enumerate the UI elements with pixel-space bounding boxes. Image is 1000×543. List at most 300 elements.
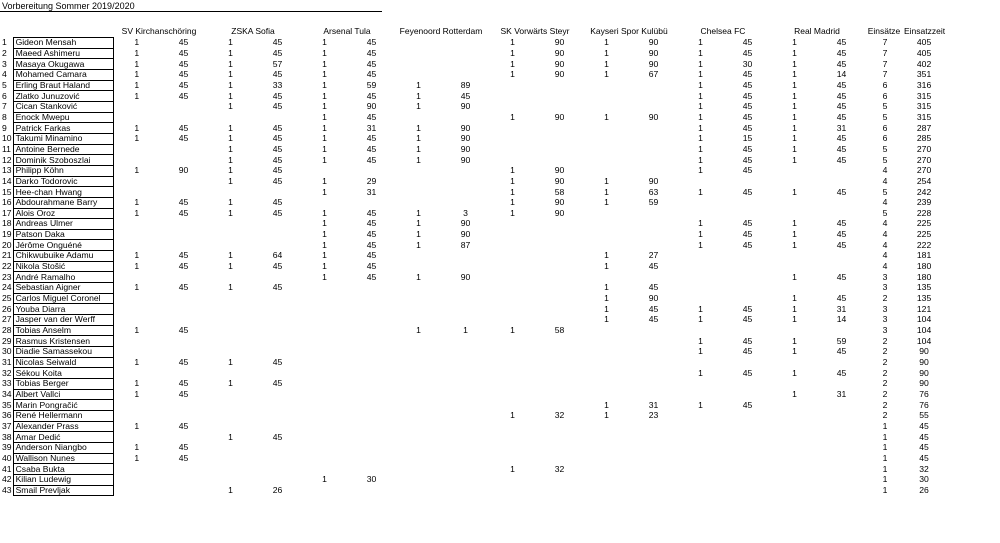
match-minutes-cell (724, 432, 771, 443)
match-minutes-cell (254, 293, 301, 304)
table-row (0, 133, 943, 144)
match-count-cell (583, 165, 630, 176)
table-row (0, 347, 943, 358)
match-minutes-cell (630, 272, 677, 283)
match-minutes-cell (536, 421, 583, 432)
row-number: 2 (2, 48, 7, 58)
match-minutes-cell: 45 (272, 133, 283, 144)
row-number: 43 (2, 485, 12, 495)
match-count-cell: 1 (228, 90, 233, 101)
match-count-cell (489, 144, 536, 155)
appearances-cell: 4 (882, 229, 888, 240)
match-minutes-cell (818, 464, 865, 475)
match-count-cell: 1 (698, 101, 703, 112)
row-number: 33 (2, 378, 12, 389)
match-minutes-cell (348, 347, 395, 358)
match-minutes-cell: 45 (648, 303, 659, 314)
match-minutes-cell (442, 197, 489, 208)
match-minutes-cell (630, 91, 677, 102)
match-minutes-cell: 45 (366, 208, 377, 218)
match-minutes-cell: 90 (460, 154, 471, 165)
player-name: Rasmus Kristensen (13, 336, 113, 347)
match-count-cell (395, 485, 442, 496)
minutes-cell: 180 (916, 261, 932, 272)
match-count-cell (677, 325, 724, 336)
match-count-cell (301, 347, 348, 358)
match-count-cell (489, 379, 536, 390)
match-count-cell (583, 91, 630, 102)
match-count-cell (301, 336, 348, 347)
match-count-cell (583, 325, 630, 336)
match-count-cell: 1 (792, 293, 797, 304)
match-minutes-cell: 90 (460, 133, 471, 144)
match-minutes-cell (160, 176, 207, 187)
table-row (0, 69, 943, 80)
match-minutes-cell: 23 (648, 410, 659, 421)
match-count-cell (583, 336, 630, 347)
match-count-cell: 1 (416, 133, 421, 144)
match-minutes-cell: 45 (366, 218, 377, 229)
row-number: 41 (2, 463, 12, 474)
match-count-cell (583, 368, 630, 379)
match-minutes-cell (536, 101, 583, 112)
match-minutes-cell: 45 (742, 186, 753, 197)
table-row (0, 442, 943, 453)
match-count-cell: 1 (134, 421, 140, 431)
match-count-cell: 1 (416, 218, 421, 229)
appearances-cell: 7 (882, 58, 888, 69)
match-count-cell: 1 (322, 69, 327, 80)
match-minutes-cell: 59 (836, 335, 847, 346)
match-count-cell: 1 (792, 48, 797, 58)
minutes-cell: 254 (916, 176, 932, 186)
match-count-cell (113, 293, 160, 304)
match-minutes-cell: 45 (272, 197, 283, 208)
match-count-cell (771, 208, 818, 219)
match-minutes-cell (724, 208, 771, 219)
match-minutes-cell (630, 336, 677, 347)
match-minutes-cell: 45 (836, 229, 847, 240)
minutes-cell: 405 (916, 48, 932, 58)
appearances-cell: 2 (882, 399, 888, 410)
match-minutes-cell (442, 176, 489, 187)
match-minutes-cell: 15 (742, 133, 753, 144)
match-count-cell (489, 400, 536, 411)
match-count-cell: 1 (698, 303, 703, 314)
row-number: 38 (2, 431, 12, 442)
table-row (0, 251, 943, 262)
row-number: 31 (2, 357, 12, 368)
match-minutes-cell: 45 (366, 261, 377, 272)
match-count-cell (677, 357, 724, 368)
match-count-cell: 1 (134, 58, 140, 69)
match-minutes-cell (442, 485, 489, 496)
match-count-cell (113, 144, 160, 155)
match-count-cell (489, 347, 536, 358)
match-minutes-cell: 45 (366, 48, 377, 58)
match-minutes-cell (160, 336, 207, 347)
match-minutes-cell (160, 155, 207, 166)
match-count-cell: 1 (792, 112, 797, 122)
match-minutes-cell (442, 38, 489, 49)
match-minutes-cell: 26 (272, 485, 283, 495)
match-minutes-cell: 89 (460, 80, 471, 90)
match-minutes-cell (536, 347, 583, 358)
match-count-cell (771, 357, 818, 368)
header-opponent-5: SK Vorwärts Steyr (500, 26, 570, 36)
appearances-cell: 4 (882, 165, 888, 176)
match-count-cell (489, 304, 536, 315)
match-count-cell: 1 (228, 48, 233, 58)
match-minutes-cell (724, 261, 771, 272)
match-count-cell (113, 368, 160, 379)
row-number: 10 (2, 133, 12, 144)
match-count-cell (583, 347, 630, 358)
table-row (0, 272, 943, 283)
header-opponent-3: Arsenal Tula (323, 26, 371, 36)
match-minutes-cell: 90 (460, 144, 471, 154)
appearances-cell: 3 (882, 325, 888, 336)
match-count-cell: 1 (134, 453, 140, 463)
row-number: 36 (2, 410, 12, 421)
match-minutes-cell (254, 219, 301, 230)
minutes-cell: 315 (916, 112, 932, 122)
match-count-cell: 1 (228, 261, 233, 272)
match-minutes-cell: 45 (648, 282, 659, 293)
match-minutes-cell: 45 (178, 58, 189, 69)
minutes-cell: 315 (916, 90, 932, 101)
match-minutes-cell (536, 272, 583, 283)
match-minutes-cell (724, 325, 771, 336)
minutes-cell: 351 (916, 69, 932, 80)
match-count-cell (301, 283, 348, 294)
match-count-cell: 1 (416, 239, 421, 250)
match-count-cell (489, 272, 536, 283)
match-count-cell (583, 229, 630, 240)
match-minutes-cell (254, 421, 301, 432)
match-minutes-cell (254, 315, 301, 326)
match-count-cell (489, 123, 536, 134)
match-minutes-cell: 45 (836, 218, 847, 229)
match-minutes-cell: 45 (178, 122, 189, 133)
match-minutes-cell (254, 240, 301, 251)
minutes-cell: 181 (916, 250, 932, 261)
match-minutes-cell: 58 (554, 186, 565, 197)
row-number: 34 (2, 389, 12, 399)
match-count-cell: 1 (698, 80, 703, 90)
match-minutes-cell (536, 283, 583, 294)
minutes-cell: 316 (916, 80, 932, 90)
row-number: 21 (2, 250, 12, 261)
match-count-cell: 1 (792, 90, 797, 101)
match-minutes-cell (442, 251, 489, 262)
row-number: 25 (2, 293, 12, 304)
match-minutes-cell (442, 453, 489, 464)
match-minutes-cell (630, 123, 677, 134)
minutes-cell: 315 (916, 101, 932, 112)
match-minutes-cell: 90 (554, 112, 565, 122)
match-minutes-cell (724, 442, 771, 453)
match-count-cell (113, 229, 160, 240)
match-minutes-cell: 90 (648, 58, 659, 69)
table-row (0, 283, 943, 294)
match-count-cell (301, 485, 348, 496)
table-row (0, 123, 943, 134)
match-minutes-cell (254, 410, 301, 421)
match-count-cell: 1 (510, 410, 515, 421)
match-minutes-cell (254, 442, 301, 453)
match-count-cell: 1 (134, 261, 140, 272)
match-count-cell: 1 (134, 325, 140, 336)
row-number: 15 (2, 186, 12, 197)
row-number: 1 (2, 37, 7, 48)
match-minutes-cell: 45 (836, 133, 847, 144)
match-count-cell: 1 (228, 69, 233, 80)
match-minutes-cell: 45 (742, 154, 753, 165)
appearances-cell: 1 (882, 474, 888, 485)
match-count-cell (113, 272, 160, 283)
match-count-cell (489, 133, 536, 144)
match-minutes-cell (160, 229, 207, 240)
match-minutes-cell (254, 347, 301, 358)
player-name: Tobias Anselm (13, 325, 113, 336)
match-count-cell (301, 442, 348, 453)
match-count-cell (395, 38, 442, 49)
match-count-cell: 1 (792, 335, 797, 346)
match-count-cell: 1 (604, 293, 609, 304)
match-minutes-cell: 45 (272, 144, 283, 154)
table-row (0, 474, 943, 485)
match-minutes-cell: 45 (836, 186, 847, 197)
match-count-cell (489, 155, 536, 166)
match-count-cell (207, 421, 254, 432)
match-count-cell (207, 400, 254, 411)
match-minutes-cell: 31 (836, 389, 847, 399)
match-minutes-cell (160, 187, 207, 198)
match-minutes-cell (536, 123, 583, 134)
match-count-cell (301, 315, 348, 326)
match-count-cell (395, 197, 442, 208)
match-minutes-cell (348, 368, 395, 379)
match-count-cell (583, 133, 630, 144)
match-count-cell: 1 (698, 186, 703, 197)
match-minutes-cell: 45 (366, 90, 377, 101)
match-count-cell: 1 (322, 218, 327, 229)
table-row (0, 410, 943, 421)
player-name: Maeed Ashimeru (13, 48, 113, 59)
match-count-cell (207, 315, 254, 326)
match-minutes-cell (630, 165, 677, 176)
match-minutes-cell (630, 464, 677, 475)
match-minutes-cell (160, 144, 207, 155)
match-count-cell: 1 (792, 218, 797, 229)
match-minutes-cell (630, 325, 677, 336)
match-count-cell: 1 (604, 282, 609, 293)
match-count-cell (301, 453, 348, 464)
appearances-cell: 1 (882, 421, 888, 431)
match-minutes-cell: 45 (272, 154, 283, 165)
match-minutes-cell (536, 304, 583, 315)
match-minutes-cell: 45 (366, 112, 377, 122)
match-count-cell: 1 (228, 176, 233, 186)
match-count-cell: 1 (228, 58, 233, 69)
match-count-cell (207, 336, 254, 347)
match-count-cell (489, 91, 536, 102)
match-minutes-cell (160, 400, 207, 411)
match-minutes-cell (254, 474, 301, 485)
match-minutes-cell (536, 144, 583, 155)
player-name: Alexander Prass (13, 421, 113, 432)
match-count-cell (771, 474, 818, 485)
match-minutes-cell (818, 325, 865, 336)
appearances-cell: 2 (882, 410, 888, 421)
match-minutes-cell (818, 251, 865, 262)
match-minutes-cell (348, 293, 395, 304)
header-opponent-1: SV Kirchanschöring (121, 26, 197, 36)
appearances-cell: 2 (882, 335, 888, 346)
minutes-cell: 402 (916, 58, 932, 69)
match-count-cell (395, 432, 442, 443)
match-minutes-cell (442, 59, 489, 70)
match-minutes-cell: 33 (272, 80, 283, 90)
match-minutes-cell: 45 (742, 303, 753, 314)
player-name: Darko Todorovic (13, 176, 113, 187)
match-minutes-cell: 90 (648, 176, 659, 186)
match-minutes-cell: 45 (742, 229, 753, 240)
match-minutes-cell (818, 357, 865, 368)
match-count-cell (583, 123, 630, 134)
match-minutes-cell: 45 (742, 346, 753, 357)
match-minutes-cell: 45 (272, 176, 283, 186)
appearances-cell: 7 (882, 69, 888, 80)
match-minutes-cell: 59 (648, 197, 659, 208)
match-count-cell (395, 421, 442, 432)
match-minutes-cell (536, 80, 583, 91)
match-count-cell (301, 304, 348, 315)
minutes-cell: 45 (919, 442, 929, 453)
match-count-cell (771, 464, 818, 475)
player-name: Tobias Berger (13, 379, 113, 390)
match-count-cell (395, 389, 442, 400)
match-minutes-cell: 45 (272, 282, 283, 293)
match-count-cell (113, 315, 160, 326)
match-minutes-cell: 45 (836, 271, 847, 282)
match-count-cell (677, 421, 724, 432)
match-count-cell: 1 (698, 229, 703, 240)
table-row (0, 240, 943, 251)
match-count-cell: 1 (228, 154, 233, 165)
row-number: 20 (2, 239, 12, 250)
match-minutes-cell: 45 (272, 378, 283, 389)
appearances-cell: 3 (882, 282, 888, 293)
match-count-cell (583, 421, 630, 432)
table-row (0, 315, 943, 326)
player-name: Erling Braut Haland (13, 80, 113, 91)
match-count-cell: 1 (322, 154, 327, 165)
match-minutes-cell: 45 (366, 58, 377, 69)
player-name: Anderson Niangbo (13, 442, 113, 453)
match-count-cell (207, 325, 254, 336)
match-count-cell: 1 (228, 133, 233, 144)
match-minutes-cell (818, 432, 865, 443)
appearances-cell: 1 (882, 453, 888, 463)
match-count-cell (301, 379, 348, 390)
match-count-cell (583, 442, 630, 453)
match-count-cell: 1 (792, 122, 797, 133)
match-minutes-cell (442, 48, 489, 59)
appearances-cell: 1 (882, 431, 888, 442)
match-minutes-cell (536, 336, 583, 347)
match-minutes-cell: 45 (272, 69, 283, 80)
match-minutes-cell (536, 155, 583, 166)
match-minutes-cell (442, 336, 489, 347)
match-count-cell (583, 208, 630, 219)
match-minutes-cell: 90 (648, 293, 659, 304)
player-name: Csaba Bukta (13, 464, 113, 475)
match-count-cell (583, 357, 630, 368)
match-minutes-cell: 45 (272, 165, 283, 176)
match-count-cell: 1 (604, 399, 609, 410)
match-count-cell (395, 69, 442, 80)
match-count-cell (207, 112, 254, 123)
match-count-cell (301, 325, 348, 336)
title-underline (0, 11, 382, 12)
match-count-cell: 1 (792, 37, 797, 48)
match-minutes-cell (536, 219, 583, 230)
match-count-cell: 1 (322, 239, 327, 250)
match-minutes-cell: 45 (366, 154, 377, 165)
table-row (0, 38, 943, 49)
match-minutes-cell: 90 (178, 165, 189, 176)
match-minutes-cell (348, 410, 395, 421)
table-row (0, 112, 943, 123)
player-name: Sékou Koita (13, 368, 113, 379)
match-minutes-cell (536, 485, 583, 496)
player-name: Dominik Szoboszlai (13, 155, 113, 166)
match-count-cell (207, 442, 254, 453)
match-minutes-cell: 45 (836, 144, 847, 154)
match-minutes-cell (536, 442, 583, 453)
match-count-cell (489, 368, 536, 379)
minutes-cell: 135 (916, 282, 932, 293)
match-minutes-cell (442, 347, 489, 358)
match-minutes-cell: 45 (366, 239, 377, 250)
match-count-cell: 1 (134, 90, 140, 101)
match-count-cell (677, 251, 724, 262)
match-count-cell (583, 453, 630, 464)
match-count-cell: 1 (134, 197, 140, 208)
match-minutes-cell: 90 (460, 271, 471, 282)
match-minutes-cell (348, 379, 395, 390)
match-count-cell: 1 (604, 112, 609, 122)
player-name: Youba Diarra (13, 304, 113, 315)
match-minutes-cell (442, 474, 489, 485)
match-count-cell: 1 (134, 80, 140, 90)
match-count-cell (301, 410, 348, 421)
match-minutes-cell (442, 357, 489, 368)
match-minutes-cell (442, 187, 489, 198)
match-count-cell: 1 (792, 303, 797, 314)
match-minutes-cell (536, 379, 583, 390)
match-minutes-cell (724, 283, 771, 294)
row-number: 35 (2, 399, 12, 410)
player-name: Enock Mwepu (13, 112, 113, 123)
match-count-cell: 1 (698, 218, 703, 229)
row-number: 26 (2, 303, 12, 314)
row-number: 18 (2, 218, 12, 229)
match-minutes-cell (442, 410, 489, 421)
minutes-cell: 104 (916, 325, 932, 336)
